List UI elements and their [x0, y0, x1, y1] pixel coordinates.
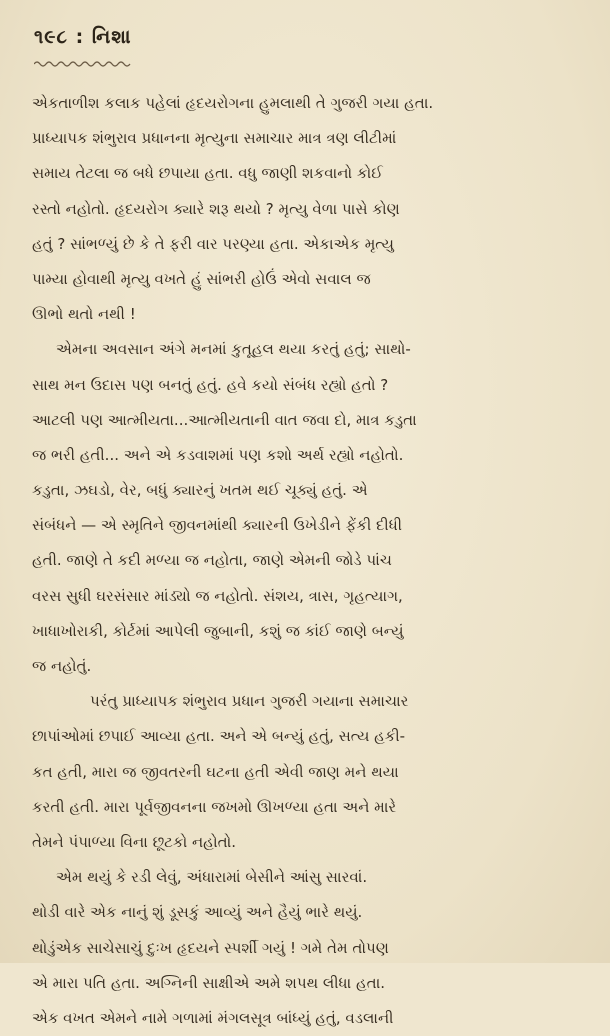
header-underline [34, 60, 134, 68]
text-line: આટલી પણ આત્મીયતા...આત્મીયતાની વાત જવા દો, માત્ર કડુતા [32, 410, 417, 429]
page-header: ૧૯૮ : નિશા [34, 26, 132, 48]
text-line: કત હતી, મારા જ જીવતરની ઘટના હતી એવી જાણ મને થયા [32, 762, 399, 781]
text-line: સમાય તેટલા જ બધે છપાયા હતા. વધુ જાણી શકવાનો કોઈ [32, 164, 383, 183]
text-line: સાથ મન ઉદાસ પણ બનતું હતું. હવે કયો સંબંધ રહ્યો હતો ? [32, 375, 389, 394]
text-line: કડુતા, ઝઘડો, વેર, બધું ક્યારનું ખતમ થઈ ચૂક્યું હતું. એ [32, 481, 368, 500]
text-line: હતી. જાણે તે કદી મળ્યા જ નહોતા, જાણે એમની જોડે પાંચ [32, 551, 392, 570]
text-line: એકતાળીશ કલાક પહેલાં હૃદયરોગના હુમલાથી તે ગુજરી ગયા હતા. [32, 94, 434, 112]
text-line: એમ થયું કે રડી લેવું, અંધારામાં બેસીને આંસુ સારવાં. [56, 868, 368, 887]
text-line: વરસ સુધી ઘરસંસાર માંડ્યો જ નહોતો. સંશય, ત્રાસ, ગૃહત્યાગ, [32, 586, 403, 605]
text-line: હતું ? સાંભળ્યું છે કે તે ફરી વાર પરણ્યા હતા. એકાએક મૃત્યુ [32, 234, 394, 253]
text-line: ઊભો થતો નથી ! [32, 305, 136, 324]
text-line: તેમને પંપાળ્યા વિના છૂટકો નહોતો. [32, 832, 237, 851]
text-line: કરતી હતી. મારા પૂર્વજીવનના જખમો ઊખળ્યા હતા અને મારે [32, 797, 397, 816]
text-line: થોડી વારે એક નાનું શું ડૂસકું આવ્યું અને હૈયું ભારે થયું. [32, 903, 363, 922]
text-line: જ નહોતું. [32, 657, 92, 675]
text-line: ખાધાખોરાકી, કોર્ટમાં આપેલી જુબાની, કશું જ કાંઈ જાણે બન્યું [32, 621, 404, 640]
text-line: પરંતુ પ્રાધ્યાપક શંભુરાવ પ્રધાન ગુજરી ગયાના સમાચાર [90, 692, 409, 711]
text-line: સંબંધને — એ સ્મૃતિને જીવનમાંથી ક્યારની ઉખેડીને ફેંકી દીધી [32, 516, 402, 535]
text-line: એમના અવસાન અંગે મનમાં કુતૂહલ થયા કરતું હતું; સાથો- [56, 340, 411, 359]
text-line: એક વખત એમને નામે ગળામાં મંગલસૂત્ર બાંધ્યું હતું, વડલાની [32, 1008, 394, 1027]
text-line: રસ્તો નહોતો. હૃદયરોગ ક્યારે શરૂ થયો ? મૃત્યુ વેળા પાસે કોણ [32, 199, 400, 218]
page-body [32, 86, 580, 1036]
text-line: એ મારા પતિ હતા. અગ્નિની સાક્ષીએ અમે શપથ લીધા હતા. [32, 973, 386, 992]
text-line: છાપાંઓમાં છપાઈ આવ્યા હતા. અને એ બન્યું હતું, સત્ય હકી- [32, 727, 406, 746]
text-line: થોડુંએક સાચેસાચું દુઃખ હૃદયને સ્પર્શી ગયું ! ગમે તેમ તોપણ [32, 938, 389, 957]
text-line: પામ્યા હોવાથી મૃત્યુ વખતે હું સાંભરી હોઉં એવો સવાલ જ [32, 269, 371, 288]
text-line: જ ભરી હતી... અને એ કડવાશમાં પણ કશો અર્થ રહ્યો નહોતો. [32, 445, 404, 464]
text-line: પ્રાધ્યાપક શંભુરાવ પ્રધાનના મૃત્યુના સમાચાર માત્ર ત્રણ લીટીમાં [32, 129, 397, 148]
